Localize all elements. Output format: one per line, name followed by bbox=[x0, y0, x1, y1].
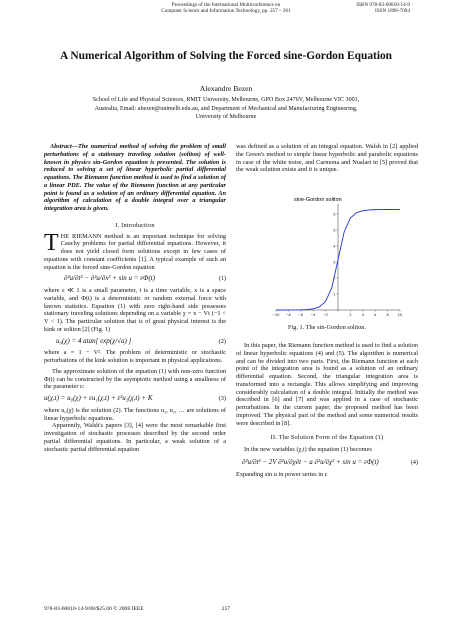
equation-2 bbox=[56, 338, 226, 346]
author-name: Alexandre Bezen bbox=[199, 84, 253, 93]
x-tick-label: 6 bbox=[374, 312, 377, 317]
intro-paragraph-5: where u₀(χ) is the solution (2). The functions u₁, u₂, … are solutions of linear hyperbolic equations. bbox=[44, 406, 226, 422]
chart-title: sine-Gordon soliton bbox=[294, 197, 342, 203]
y-tick-label: 1 bbox=[333, 291, 336, 297]
x-tick-label: 2 bbox=[349, 312, 352, 317]
equation-3 bbox=[44, 395, 226, 403]
x-tick-label: −4 bbox=[310, 312, 316, 317]
equation-4 bbox=[242, 459, 418, 467]
right-column-top bbox=[236, 143, 418, 174]
abstract bbox=[44, 143, 226, 213]
intro-paragraph-4: The approximate solution of the equation (1) with non-zero function Φ(t) can be constructed by the asymptotic method using a smallness of the parameter ε: bbox=[44, 367, 226, 391]
page-number: 257 bbox=[221, 606, 231, 612]
right-paragraph-4: Expanding sin u in power series in ε bbox=[236, 470, 328, 478]
equation-2-number: (2) bbox=[218, 337, 226, 345]
paper-title: A Numerical Algorithm of Solving the Forced sine-Gordon Equation bbox=[59, 50, 393, 62]
intro-paragraph-3: where a = 1 − V². The problem of deterministic or stochastic perturbations of the kink solution is important in physical applications. bbox=[44, 349, 226, 364]
abstract-text: The numerical method of solving the problem of small perturbations of a stationary traveling solution (soliton) of well-known in physics sin-Gordon equation is presented. The solution is reduced to solving a set of linear hyperbolic partial differential equations. The Riemann function method is used to find a solution of a linear PDE. The value of the Riemann function at any particular point is found as a solution of an ordinary differential equation. An algorithm of calculation of a double integral over a triangular integration area is given. bbox=[44, 143, 226, 212]
right-paragraph-1: was defined as a solution of an integral equation. Walsh in [2] applied the Green's method to simple linear hyperbolic and parabolic equations in case of the white noise, and Carmona and Nualart in [5] proved that the weak solution exists and it is unique. bbox=[236, 143, 418, 174]
intro-paragraph-2: where ε ≪ 1 is a small parameter, t is a time variable, x is a space variable, and Φ(t) is a deterministic or random external force with known statistics. Equation (1) with zero right-hand side possesses stationary traveling solutions depending on a variable χ = x − Vt (−1 < V < 1). The particular solution that is of great physical interest is the kink or soliton [2] (Fig. 1) bbox=[44, 287, 226, 333]
affiliation-line: School of Life and Physical Sciences, RMIT University, Melbourne, GPO Box 2476V, Melbourne VIC 3001, bbox=[92, 97, 360, 103]
footer-copyright: 978-83-60810-14-9/08/$25.00 © 2008 IEEE bbox=[44, 606, 144, 612]
equation-3-body: u(χ,t) = u₀(χ) + εu₁(χ,t) + ε²u₂(χ,t) + K bbox=[44, 394, 153, 402]
section-heading-solution-form: II. The Solution Form of the Equation (1) bbox=[270, 434, 384, 442]
y-tick-label: 3 bbox=[333, 259, 336, 265]
section-heading-introduction: I. Introduction bbox=[115, 221, 155, 229]
y-tick-label: 4 bbox=[333, 243, 336, 249]
running-header-isbn bbox=[356, 2, 410, 14]
right-column-bottom bbox=[236, 342, 418, 478]
header-isbn: ISBN 978-83-60810-14-9 bbox=[356, 2, 410, 8]
x-tick-label: −8 bbox=[286, 312, 291, 317]
equation-3-number: (3) bbox=[218, 395, 226, 402]
abstract-label: Abstract— bbox=[50, 143, 78, 150]
equation-2-body: u₀(χ) = 4 atan[ exp(χ/√a) ] bbox=[56, 336, 132, 345]
equation-1 bbox=[64, 275, 226, 283]
intro-text: HE RIEMANN method is an important technique for solving Cauchy problems for partial differential equations. However, it does not yield closed form solutions except in few cases of equations with constant coefficients [1]. A typical example of such an equation is the forced sine-Gordon equation bbox=[44, 232, 226, 271]
y-tick-label: 6 bbox=[333, 211, 336, 217]
y-tick-label: 2 bbox=[333, 275, 336, 281]
drop-cap: T bbox=[44, 229, 59, 256]
equation-1-body: ∂²u/∂t² − ∂²u/∂x² + sin u = εΦ(t) bbox=[64, 274, 155, 283]
x-tick-label: −2 bbox=[323, 312, 328, 317]
intro-paragraph bbox=[44, 229, 226, 272]
soliton-chart bbox=[268, 192, 406, 318]
right-paragraph-2: In this paper, the Riemann function method is used to find a solution of linear hyperbolic equations (4) and (5). The algorithm is numerical and can be divided into two parts. First, the Riemann function at each point of the integration area is found as a solution of an ordinary differential equation. Second, the triangular integration area is transformed into a rectangle. This allows simplifying and improving considerably calculation of a double integral. Initially the method was described in [6] and [7] and was applied in a case of stochastic perturbations. In the current paper, the proposed method has been improved. The physical part of the method and some numerical results were described in [8]. bbox=[236, 342, 418, 427]
equation-4-number: (4) bbox=[410, 458, 418, 466]
equation-1-number: (1) bbox=[218, 275, 226, 283]
affiliation-line: University of Melbourne bbox=[195, 114, 257, 121]
affiliation-line: Australia, Email: abezen@unimelb.edu.au, and Department of Mechanical and Manufacturing Engineering, bbox=[94, 105, 358, 112]
left-column bbox=[44, 143, 226, 453]
x-tick-label: 4 bbox=[361, 312, 364, 317]
affiliation bbox=[0, 96, 452, 122]
x-tick-label: −10 bbox=[272, 312, 280, 317]
right-paragraph-3: In the new variables (χ,t) the equation (1) becomes bbox=[244, 446, 372, 453]
header-left-line1: Proceedings of the International Multiconference on bbox=[171, 2, 281, 8]
header-left-line2: Computer Science and Information Technology, pp. 257 – 261 bbox=[161, 8, 291, 15]
intro-paragraph-6: Apparently, Walsh's papers [3], [4] were the most remarkable first investigation of stochastic processes described by the second order partial differential equations. In particular, a weak solution of a stochastic partial differential equation bbox=[44, 422, 226, 453]
y-tick-label: 5 bbox=[333, 227, 336, 233]
x-tick-label: 10 bbox=[397, 312, 403, 317]
x-tick-label: 8 bbox=[386, 312, 389, 317]
equation-4-body: ∂²u/∂t² − 2V ∂²u/∂χ∂t − a ∂²u/∂χ² + sin u = εΦ(t) bbox=[242, 457, 379, 466]
figure-caption: Fig. 1. The sin-Gordon soliton. bbox=[287, 324, 367, 331]
x-tick-label: −6 bbox=[298, 312, 304, 317]
header-issn: ISSN 1896-7094 bbox=[374, 8, 410, 15]
